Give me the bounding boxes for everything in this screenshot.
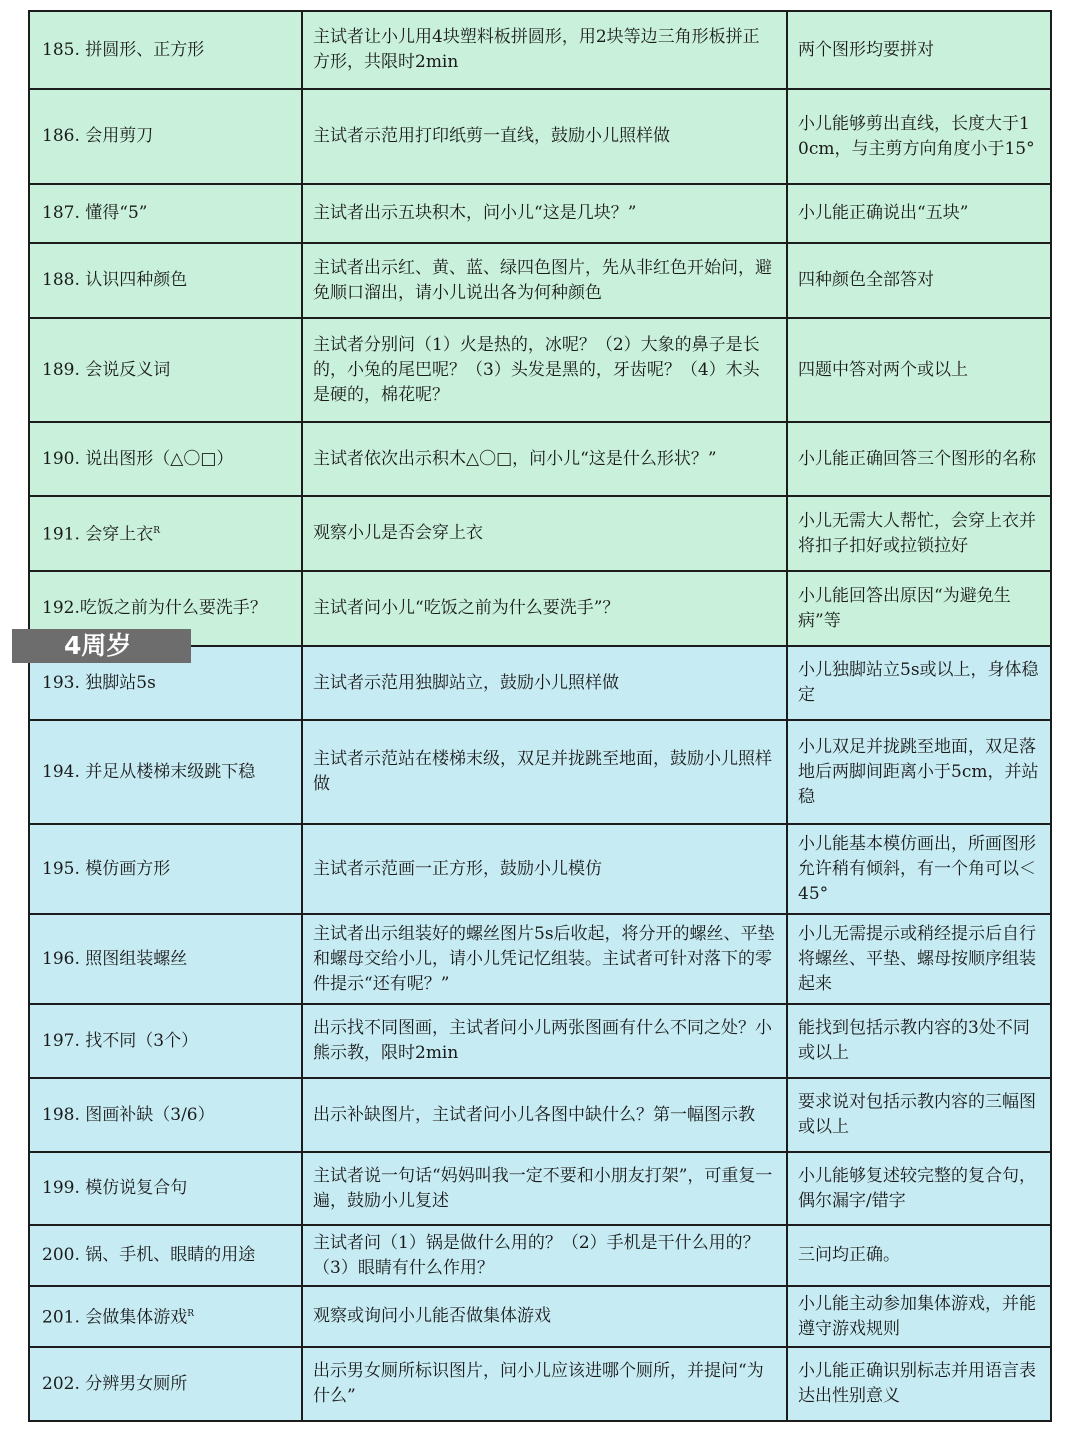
item-name: 191. 会穿上衣 — [42, 524, 154, 545]
item-name: 198. 图画补缺（3/6） — [42, 1104, 215, 1125]
item-name: 189. 会说反义词 — [42, 359, 171, 380]
test-method-cell: 主试者出示红、黄、蓝、绿四色图片，先从非红色开始问，避免顺口溜出，请小儿说出各为何种颜色 — [302, 243, 787, 318]
item-note-marker: R — [153, 526, 161, 537]
item-name: 190. 说出图形（△〇□） — [42, 448, 234, 469]
test-method-cell: 主试者出示五块积木，问小儿“这是几块？” — [302, 184, 787, 243]
item-name: 201. 会做集体游戏 — [42, 1307, 188, 1328]
item-name: 202. 分辨男女厕所 — [42, 1373, 188, 1394]
table-row — [29, 422, 1051, 496]
test-method-cell: 主试者依次出示积木△〇□，问小儿“这是什么形状？” — [302, 422, 787, 496]
item-name-cell — [29, 318, 302, 422]
table-row — [29, 89, 1051, 184]
item-name: 200. 锅、手机、眼睛的用途 — [42, 1245, 256, 1265]
item-name-cell — [29, 496, 302, 571]
item-name: 194. 并足从楼梯末级跳下稳 — [42, 761, 256, 782]
item-name: 185. 拼圆形、正方形 — [42, 39, 205, 60]
age-section-badge: 4周岁 — [12, 629, 191, 663]
pass-criterion-cell: 小儿双足并拢跳至地面，双足落地后两脚间距离小于5cm，并站稳 — [787, 720, 1051, 824]
test-method-cell: 主试者示范用独脚站立，鼓励小儿照样做 — [302, 646, 787, 720]
test-method-cell: 出示男女厕所标识图片，问小儿应该进哪个厕所，并提问“为什么” — [302, 1347, 787, 1421]
item-name: 188. 认识四种颜色 — [42, 270, 188, 290]
test-method-cell: 观察小儿是否会穿上衣 — [302, 496, 787, 571]
pass-criterion-cell: 小儿无需大人帮忙，会穿上衣并将扣子扣好或拉锁拉好 — [787, 496, 1051, 571]
item-name-cell — [29, 89, 302, 184]
item-name: 187. 懂得“5” — [42, 203, 148, 223]
item-name-cell — [29, 184, 302, 243]
item-name-cell — [29, 914, 302, 1004]
test-method-cell: 主试者示范站在楼梯末级，双足并拢跳至地面，鼓励小儿照样做 — [302, 720, 787, 824]
pass-criterion-cell: 小儿能回答出原因“为避免生病”等 — [787, 571, 1051, 646]
pass-criterion-cell: 小儿独脚站立5s或以上，身体稳定 — [787, 646, 1051, 720]
item-name-cell — [29, 1286, 302, 1347]
item-name-cell — [29, 1004, 302, 1078]
item-name-cell — [29, 243, 302, 318]
assessment-table — [28, 10, 1052, 1422]
item-note-marker: R — [187, 1309, 195, 1320]
pass-criterion-cell: 小儿能正确识别标志并用语言表达出性别意义 — [787, 1347, 1051, 1421]
item-name: 197. 找不同（3个） — [42, 1030, 199, 1051]
pass-criterion-cell: 小儿能够复述较完整的复合句，偶尔漏字/错字 — [787, 1152, 1051, 1225]
item-name: 196. 照图组装螺丝 — [42, 948, 188, 969]
pass-criterion-cell: 两个图形均要拼对 — [787, 11, 1051, 89]
pass-criterion-cell: 小儿无需提示或稍经提示后自行将螺丝、平垫、螺母按顺序组装起来 — [787, 914, 1051, 1004]
item-name-cell — [29, 1078, 302, 1152]
test-method-cell: 主试者问小儿“吃饭之前为什么要洗手”？ — [302, 571, 787, 646]
item-name: 199. 模仿说复合句 — [42, 1178, 188, 1198]
item-name-cell — [29, 422, 302, 496]
test-method-cell: 出示补缺图片，主试者问小儿各图中缺什么？第一幅图示教 — [302, 1078, 787, 1152]
table-row — [29, 720, 1051, 824]
item-name: 193. 独脚站5s — [42, 672, 156, 693]
table-row — [29, 1225, 1051, 1286]
item-name: 195. 模仿画方形 — [42, 858, 171, 879]
item-name-cell — [29, 1225, 302, 1286]
table-row — [29, 184, 1051, 243]
pass-criterion-cell: 小儿能正确回答三个图形的名称 — [787, 422, 1051, 496]
table-row — [29, 1286, 1051, 1347]
test-method-cell: 观察或询问小儿能否做集体游戏 — [302, 1286, 787, 1347]
test-method-cell: 主试者示范用打印纸剪一直线，鼓励小儿照样做 — [302, 89, 787, 184]
pass-criterion-cell: 小儿能够剪出直线，长度大于10cm，与主剪方向角度小于15° — [787, 89, 1051, 184]
item-name-cell — [29, 720, 302, 824]
test-method-cell: 主试者说一句话“妈妈叫我一定不要和小朋友打架”，可重复一遍，鼓励小儿复述 — [302, 1152, 787, 1225]
table-row — [29, 1347, 1051, 1421]
item-name: 192.吃饭之前为什么要洗手？ — [42, 598, 267, 618]
table-row — [29, 1078, 1051, 1152]
pass-criterion-cell: 四种颜色全部答对 — [787, 243, 1051, 318]
test-method-cell: 主试者示范画一正方形，鼓励小儿模仿 — [302, 824, 787, 914]
test-method-cell: 主试者分别问（1）火是热的，冰呢？（2）大象的鼻子是长的，小兔的尾巴呢？（3）头发是黑的，牙齿呢？（4）木头是硬的，棉花呢？ — [302, 318, 787, 422]
test-method-cell: 主试者让小儿用4块塑料板拼圆形，用2块等边三角形板拼正方形，共限时2min — [302, 11, 787, 89]
table-row — [29, 1004, 1051, 1078]
pass-criterion-cell: 四题中答对两个或以上 — [787, 318, 1051, 422]
table-row — [29, 243, 1051, 318]
item-name-cell — [29, 1152, 302, 1225]
table-row — [29, 914, 1051, 1004]
item-name-cell — [29, 1347, 302, 1421]
table-row — [29, 318, 1051, 422]
table-row — [29, 1152, 1051, 1225]
pass-criterion-cell: 小儿能正确说出“五块” — [787, 184, 1051, 243]
pass-criterion-cell: 要求说对包括示教内容的三幅图或以上 — [787, 1078, 1051, 1152]
item-name-cell — [29, 11, 302, 89]
pass-criterion-cell: 能找到包括示教内容的3处不同或以上 — [787, 1004, 1051, 1078]
pass-criterion-cell: 小儿能基本模仿画出，所画图形允许稍有倾斜，有一个角可以＜45° — [787, 824, 1051, 914]
test-method-cell: 主试者出示组装好的螺丝图片5s后收起，将分开的螺丝、平垫和螺母交给小儿，请小儿凭记忆组装。主试者可针对落下的零件提示“还有呢？” — [302, 914, 787, 1004]
item-name-cell — [29, 824, 302, 914]
item-name: 186. 会用剪刀 — [42, 126, 154, 146]
table-row — [29, 824, 1051, 914]
test-method-cell: 主试者问（1）锅是做什么用的？（2）手机是干什么用的？（3）眼睛有什么作用？ — [302, 1225, 787, 1286]
table-row — [29, 11, 1051, 89]
pass-criterion-cell: 小儿能主动参加集体游戏，并能遵守游戏规则 — [787, 1286, 1051, 1347]
pass-criterion-cell: 三问均正确。 — [787, 1225, 1051, 1286]
test-method-cell: 出示找不同图画，主试者问小儿两张图画有什么不同之处？小熊示教，限时2min — [302, 1004, 787, 1078]
table-row — [29, 496, 1051, 571]
